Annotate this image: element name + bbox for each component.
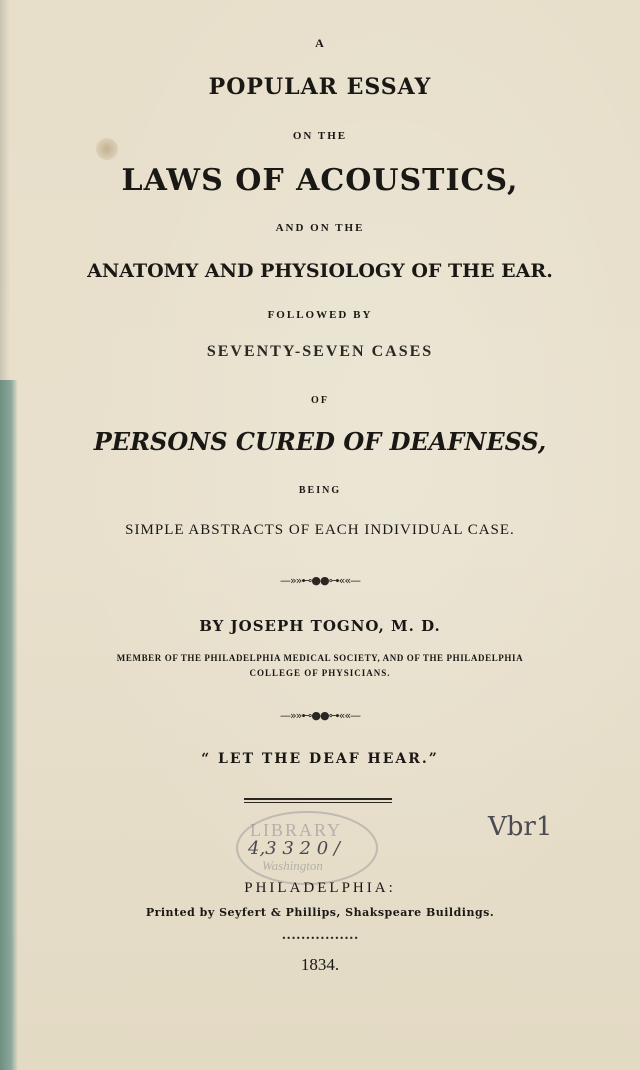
library-stamp-place: Washington — [262, 858, 323, 873]
and-on-the-label: AND ON THE — [275, 222, 365, 234]
affiliation-line-2: COLLEGE OF PHYSICIANS. — [249, 668, 391, 678]
subtitle: SIMPLE ABSTRACTS OF EACH INDIVIDUAL CASE. — [125, 522, 515, 538]
title-line-2: LAWS OF ACOUSTICS, — [121, 163, 519, 198]
title-article: A — [315, 36, 325, 50]
epigraph: “ LET THE DEAF HEAR.” — [201, 751, 439, 767]
being-label: BEING — [298, 485, 342, 496]
imprint-printer: Printed by Seyfert & Phillips, Shakspeare Buildings. — [145, 906, 495, 919]
ornament-divider-2: —»»⊷●●⊶««— — [279, 709, 361, 722]
imprint-year: 1834. — [300, 955, 340, 974]
dotted-rule: •••••••••••••••• — [281, 934, 359, 943]
followed-by-label: FOLLOWED BY — [267, 309, 373, 321]
ornamental-cases-line: SEVENTY-SEVEN CASES — [206, 343, 434, 360]
handwritten-shelf-mark: Vbr1 — [488, 812, 553, 842]
imprint-place: PHILADELPHIA: — [244, 880, 396, 896]
on-the-label: ON THE — [292, 130, 348, 142]
handwritten-accession-number: 4,3 3 2 0 / — [248, 838, 340, 859]
title-line-3: ANATOMY AND PHYSIOLOGY OF THE EAR. — [87, 260, 553, 282]
of-label: OF — [311, 395, 329, 406]
title-line-4: PERSONS CURED OF DEAFNESS, — [93, 427, 547, 456]
ornament-divider-1: —»»⊷●●⊶««— — [279, 574, 361, 587]
double-rule-divider — [244, 798, 392, 805]
author-line: BY JOSEPH TOGNO, M. D. — [199, 617, 441, 635]
title-line-1: POPULAR ESSAY — [208, 74, 432, 100]
affiliation-line-1: MEMBER OF THE PHILADELPHIA MEDICAL SOCIETY, AND OF THE PHILADELPHIA — [116, 653, 524, 663]
library-stamp-text: LIBRARY — [250, 820, 343, 840]
